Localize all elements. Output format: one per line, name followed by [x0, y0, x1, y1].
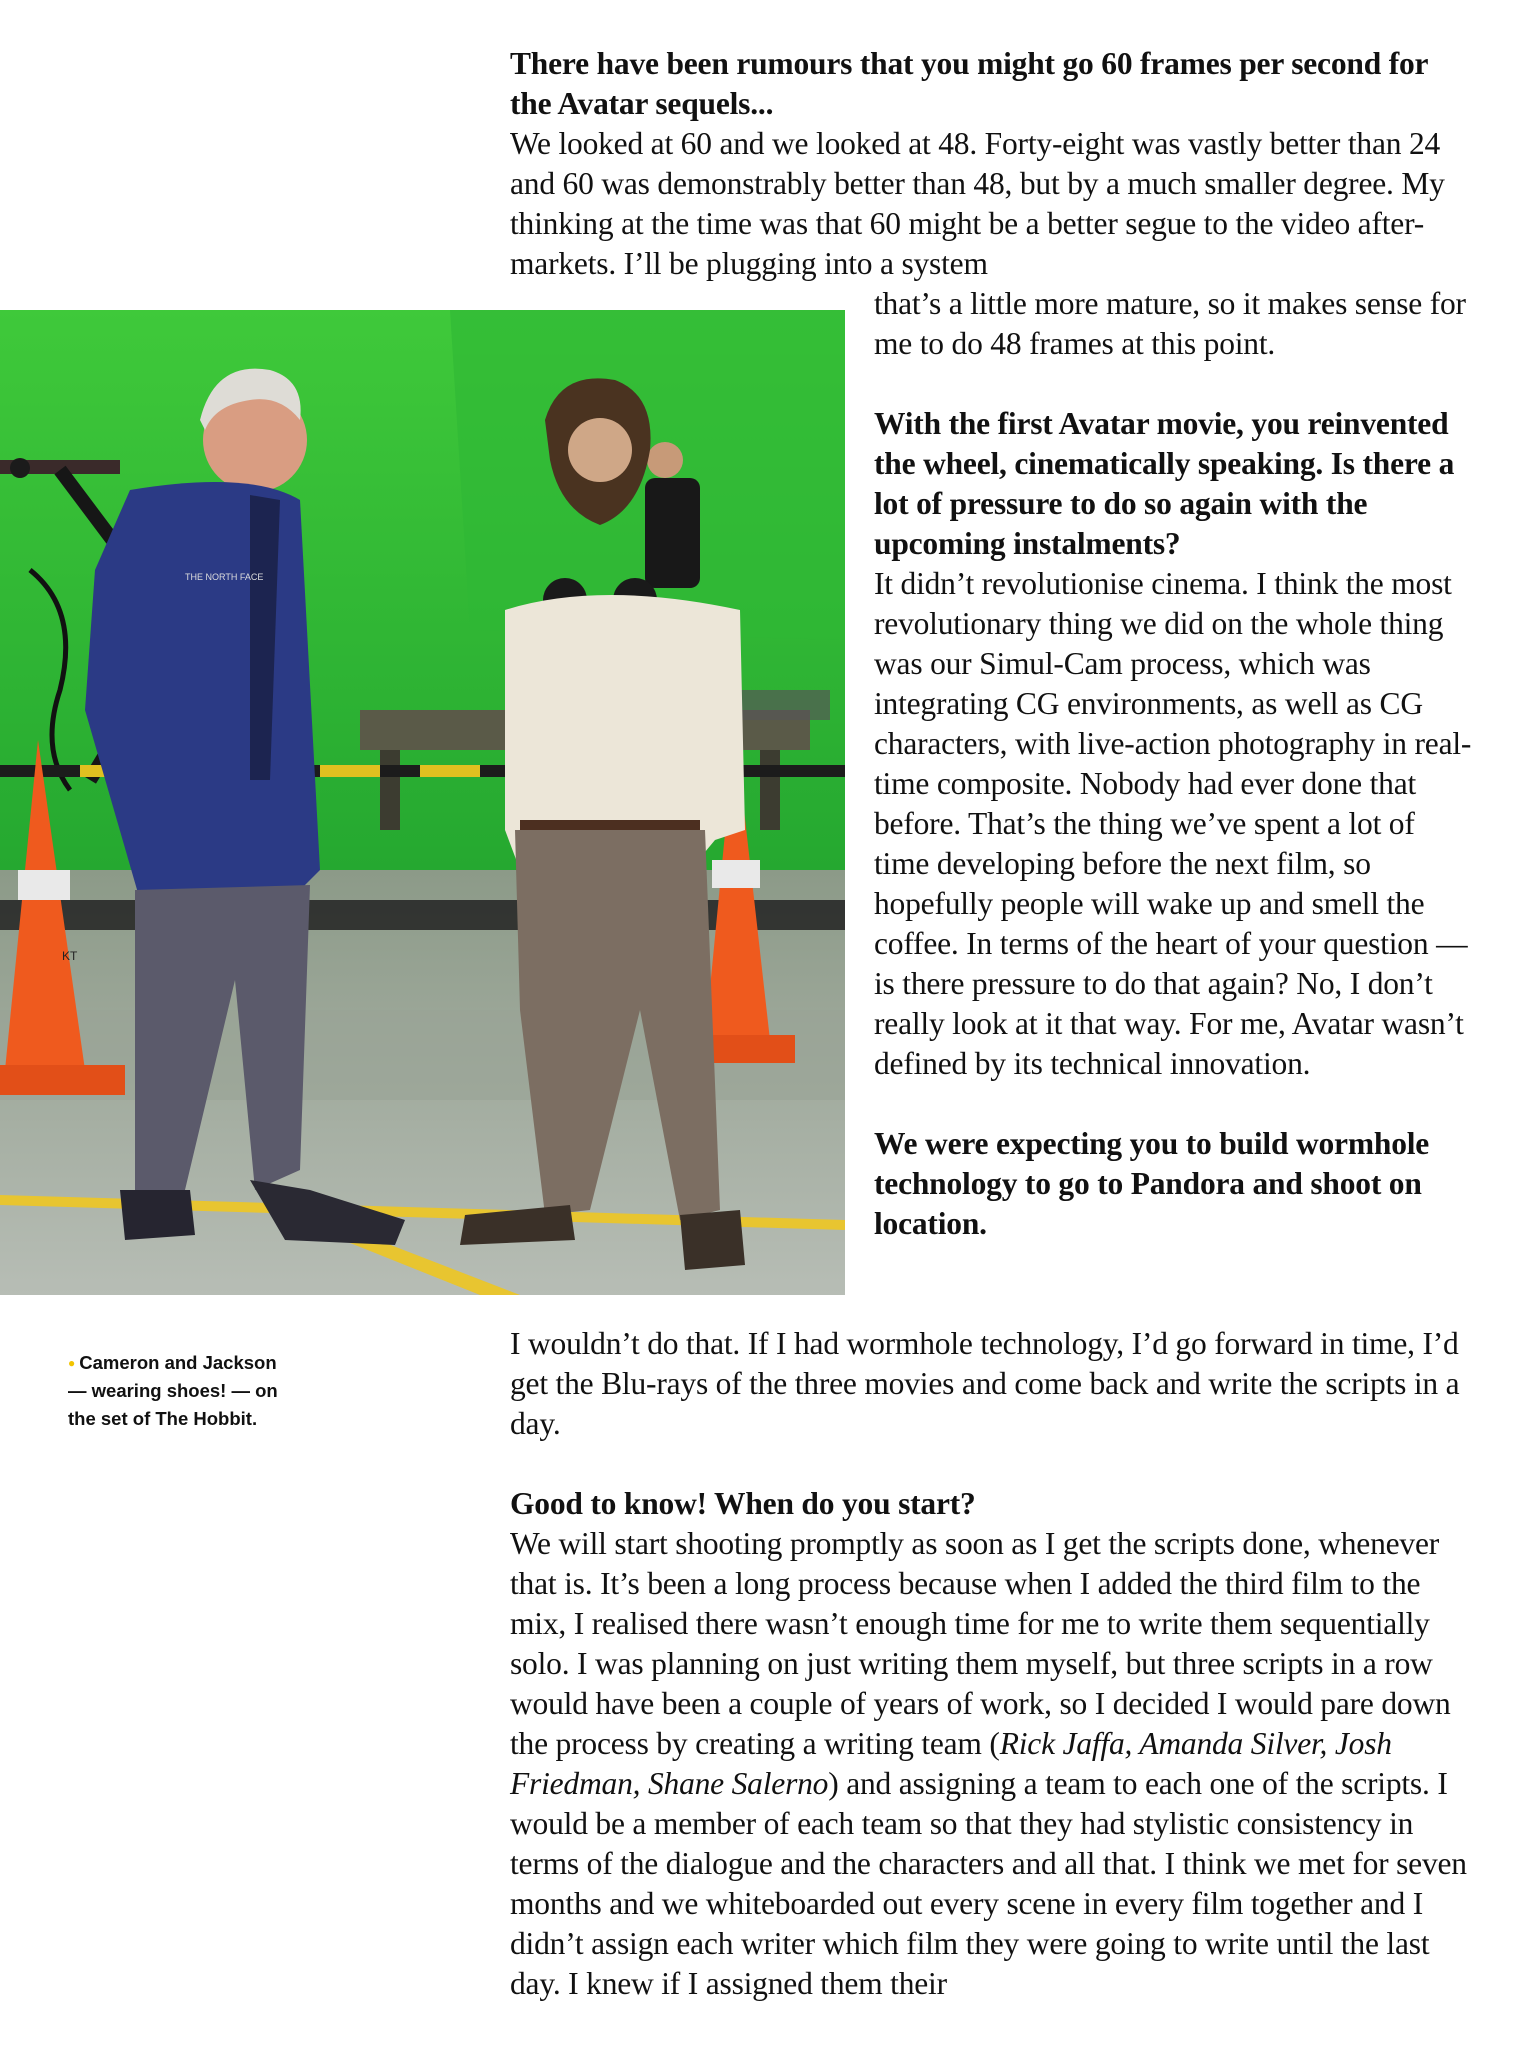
bullet-icon: ●: [68, 1356, 76, 1370]
article-block-3: [510, 1324, 1470, 2004]
question-1: There have been rumours that you might go 60 frames per second for the Avatar sequels...: [510, 46, 1428, 121]
set-photo: [0, 310, 845, 1295]
question-3: We were expecting you to build wormhole technology to go to Pandora and shoot on location.: [874, 1126, 1430, 1241]
set-photo-illustration: [0, 310, 845, 1295]
answer-4-text-2: ) and assigning a team to each one of the scripts. I would be a member of each team so that they had stylistic consistency in terms of the dialogue and the characters and all that. I think we met for seven months and we whiteboarded out every scene in every film together and I didn’t assign each writer which film they were going to write until the last day. I knew if I assigned them their: [510, 1766, 1467, 2001]
question-4: Good to know! When do you start?: [510, 1486, 976, 1521]
answer-4-text-1: We will start shooting promptly as soon as I get the scripts done, whenever that is. It’s been a long process because when I added the third film to the mix, I realised there wasn’t enough time for me to write them sequentially solo. I was planning on just writing them myself, but three scripts in a row would have been a couple of years of work, so I decided I would pare down the process by creating a writing team (: [510, 1526, 1451, 1761]
answer-4: [510, 1524, 1470, 2004]
writer-names: Rick Jaffa, Amanda Silver, Josh Friedman, Shane Salerno: [510, 1726, 1392, 1801]
jacket-logo: THE NORTH FACE: [185, 572, 264, 582]
answer-1-rest: that’s a little more mature, so it makes sense for me to do 48 frames at this point.: [874, 286, 1466, 361]
caption-text: Cameron and Jackson — wearing shoes! — on the set of The Hobbit.: [68, 1352, 278, 1429]
question-2: With the first Avatar movie, you reinvented the wheel, cinematically speaking. Is there a lot of pressure to do so again with the upcoming instalments?: [874, 406, 1455, 561]
answer-1-top: We looked at 60 and we looked at 48. Forty-eight was vastly better than 24 and 60 was demonstrably better than 48, but by a much smaller degree. My thinking at the time was that 60 might be a better segue to the video after-markets. I’ll be plugging into a system: [510, 126, 1445, 281]
article-block-2: [874, 284, 1474, 1244]
photo-caption: [68, 1349, 298, 1433]
answer-3: I wouldn’t do that. If I had wormhole technology, I’d go forward in time, I’d get the Blu-rays of the three movies and come back and write the scripts in a day.: [510, 1326, 1460, 1441]
article-block-1: [510, 44, 1470, 284]
answer-2: It didn’t revolutionise cinema. I think the most revolutionary thing we did on the whole thing was our Simul-Cam process, which was integrating CG environments, as well as CG characters, with live-action photography in real-time composite. Nobody had ever done that before. That’s the thing we’ve spent a lot of time developing before the next film, so hopefully people will wake up and smell the coffee. In terms of the heart of your question — is there pressure to do that again? No, I don’t really look at it that way. For me, Avatar wasn’t defined by its technical innovation.: [874, 566, 1472, 1081]
cone-label: KT: [62, 949, 78, 963]
